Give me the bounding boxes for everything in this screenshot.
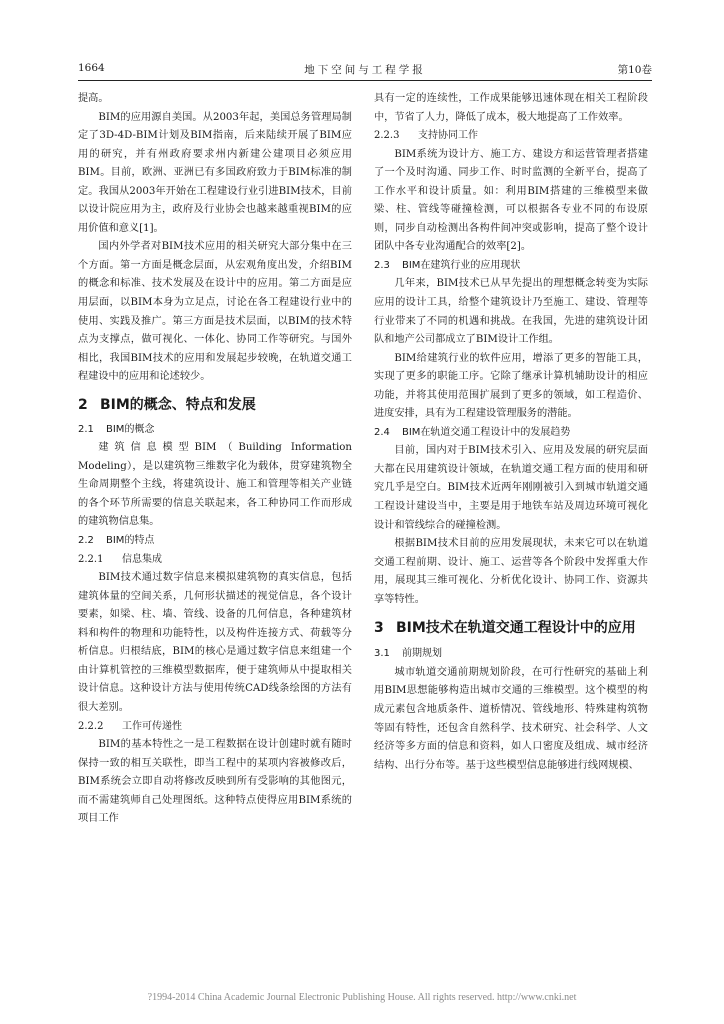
section-number: 3 [374,620,384,637]
paragraph: BIM系统为设计方、施工方、建设方和运营管理者搭建了一个及时沟通、同步工作、时时监测的全新平台，提高了工作水平和设计质量。如：利用BIM搭建的三维模型来做梁、柱、管线等碰撞检测，可以根据各专业不同的布设原则，同步自动检测出各构件间冲突或影响，提高了整个设计团队中各专业沟通配合的效率[2]。 [374,148,648,253]
subsubsection-heading-2-2-3 [374,127,648,146]
subsection-heading-2-4 [374,424,648,443]
subsection-heading-2-3 [374,257,648,276]
subsection-number: 2.1 [78,423,94,435]
section-heading-3 [374,618,648,638]
section-title: BIM技术在轨道交通工程设计中的应用 [396,620,636,637]
section-heading-2 [78,395,352,415]
paragraph: 建筑信息模型BIM（Building Information Modeling），是以建筑物三维数字化为载体，贯穿建筑物全生命周期整个主线，将建筑设计、施工和管理等相关产业链的各个环节所需要的信息关联起来，各工种协同工作而形成的建筑物信息集。 [78,442,352,528]
paragraph: BIM的基本特性之一是工程数据在设计创建时就有随时保持一致的相互关联性，即当工程中的某项内容被修改后，BIM系统会立即自动将修改反映到所有受影响的其他图元，而不需建筑师自己处理图纸。这种特点使得应用BIM系统的项目工作 [78,739,352,825]
subsection-heading-2-2 [78,532,352,551]
subsection-title: BIM在建筑行业的应用现状 [402,259,521,271]
subsection-heading-3-1 [374,645,648,664]
subsubsection-number: 2.2.2 [78,720,104,732]
journal-title: 地下空间与工程学报 [304,64,426,76]
paragraph: 几年来，BIM技术已从早先提出的理想概念转变为实际应用的设计工具，给整个建筑设计乃至施工、建设、管理等行业带来了不同的机遇和挑战。在我国，先进的建筑设计团队和地产公司都成立了BIM设计工作组。 [374,278,648,346]
subsection-title: 前期规划 [402,648,442,660]
subsubsection-title: 支持协同工作 [418,130,478,142]
paragraph: BIM给建筑行业的软件应用，增添了更多的智能工具，实现了更多的职能工序。它除了继承计算机辅助设计的相应功能，并将其使用范围扩展到了更多的领域，如工程造价、进度安排，具有为工程建设管理服务的潜能。 [374,352,648,420]
paragraph: 根据BIM技术目前的应用发展现状，未来它可以在轨道交通工程前期、设计、施工、运营等各个阶段中发挥重大作用，展现其三维可视化、分析优化设计、协同工作、资源共享等特性。 [374,538,648,605]
paragraph: BIM技术通过数字信息来模拟建筑物的真实信息，包括建筑体量的空间关系，几何形状描述的视觉信息，各个设计要素，如梁、柱、墙、管线、设备的几何信息，各种建筑材料和构件的物理和功能特性，以及构件连接方式、荷载等分析信息。归根结底，BIM的核心是通过数字信息来组建一个由计算机管控的三维模型数据库，便于建筑师从中提取相关设计信息。这种设计方法与使用传统CAD线条绘图的方法有很大差别。 [78,572,352,713]
volume-label: 第10卷 [617,64,652,76]
subsubsection-heading-2-2-1 [78,551,352,570]
right-column [374,90,648,775]
subsection-title: BIM的概念 [106,423,155,435]
left-column [78,90,352,829]
subsection-number: 2.2 [78,535,94,547]
subsection-title: BIM的特点 [106,535,155,547]
subsubsection-number: 2.2.1 [78,553,104,565]
subsubsection-title: 信息集成 [122,553,162,565]
paragraph: 国内外学者对BIM技术应用的相关研究大部分集中在三个方面。第一方面是概念层面，从宏观角度出发，介绍BIM的概念和标准、技术发展及在设计中的应用。第二方面是应用层面，以BIM本身为立足点，讨论在各工程建设行业中的使用、实践及推广。第三方面是技术层面，以BIM的技术特点为支撑点，做可视化、一体化、协同工作等研究。与国外相比，我国BIM技术的应用和发展起步较晚，在轨道交通工程建设中的应用和论述较少。 [78,241,352,383]
copyright-footer: ?1994-2014 China Academic Journal Electronic Publishing House. All rights reserved. http://www.cnki.net [147,992,577,1003]
paragraph: 具有一定的连续性，工作成果能够迅速体现在相关工程阶段中，节省了人力，降低了成本，极大地提高了工作效率。 [374,93,648,123]
section-number: 2 [78,396,88,413]
subsubsection-title: 工作可传递性 [122,720,182,732]
subsubsection-heading-2-2-2 [78,718,352,737]
subsection-number: 3.1 [374,648,390,660]
subsection-number: 2.4 [374,426,390,438]
page-number: 1664 [78,62,105,74]
running-header [78,58,652,81]
paragraph: 城市轨道交通前期规划阶段，在可行性研究的基础上利用BIM思想能够构造出城市交通的三维模型。这个模型的构成元素包含地质条件、道桥情况、管线地形、特殊建构筑物等固有特性，还包含自然科学、技术研究、社会科学、人文经济等多方面的信息和资料，如人口密度及组成、城市经济结构、出行分布等。基于这些模型信息能够进行线网规模、 [374,666,648,771]
paragraph: 目前，国内对于BIM技术引入、应用及发展的研究层面大都在民用建筑设计领域，在轨道交通工程方面的使用和研究几乎是空白。BIM技术近两年刚刚被引入到城市轨道交通工程设计建设当中，主要是用于地铁车站及周边环境可视化设计和管线综合的碰撞检测。 [374,445,648,531]
section-title: BIM的概念、特点和发展 [100,396,256,413]
subsection-heading-2-1 [78,421,352,440]
subsection-number: 2.3 [374,259,390,271]
paragraph: 提高。 [78,93,109,104]
subsection-title: BIM在轨道交通工程设计中的发展趋势 [402,426,571,438]
paragraph: BIM的应用源自美国。从2003年起，美国总务管理局制定了3D-4D-BIM计划及BIM指南，后来陆续开展了BIM应用的研究，并有州政府要求州内新建公建项目必须应用BIM。目前，欧洲、亚洲已有多国政府致力于BIM标准的制定。我国从2003年开始在工程建设行业引进BIM技术，目前以设计院应用为主，政府及行业协会也越来越重视BIM的应用价值和意义[1]。 [78,111,352,234]
subsubsection-number: 2.2.3 [374,130,400,142]
